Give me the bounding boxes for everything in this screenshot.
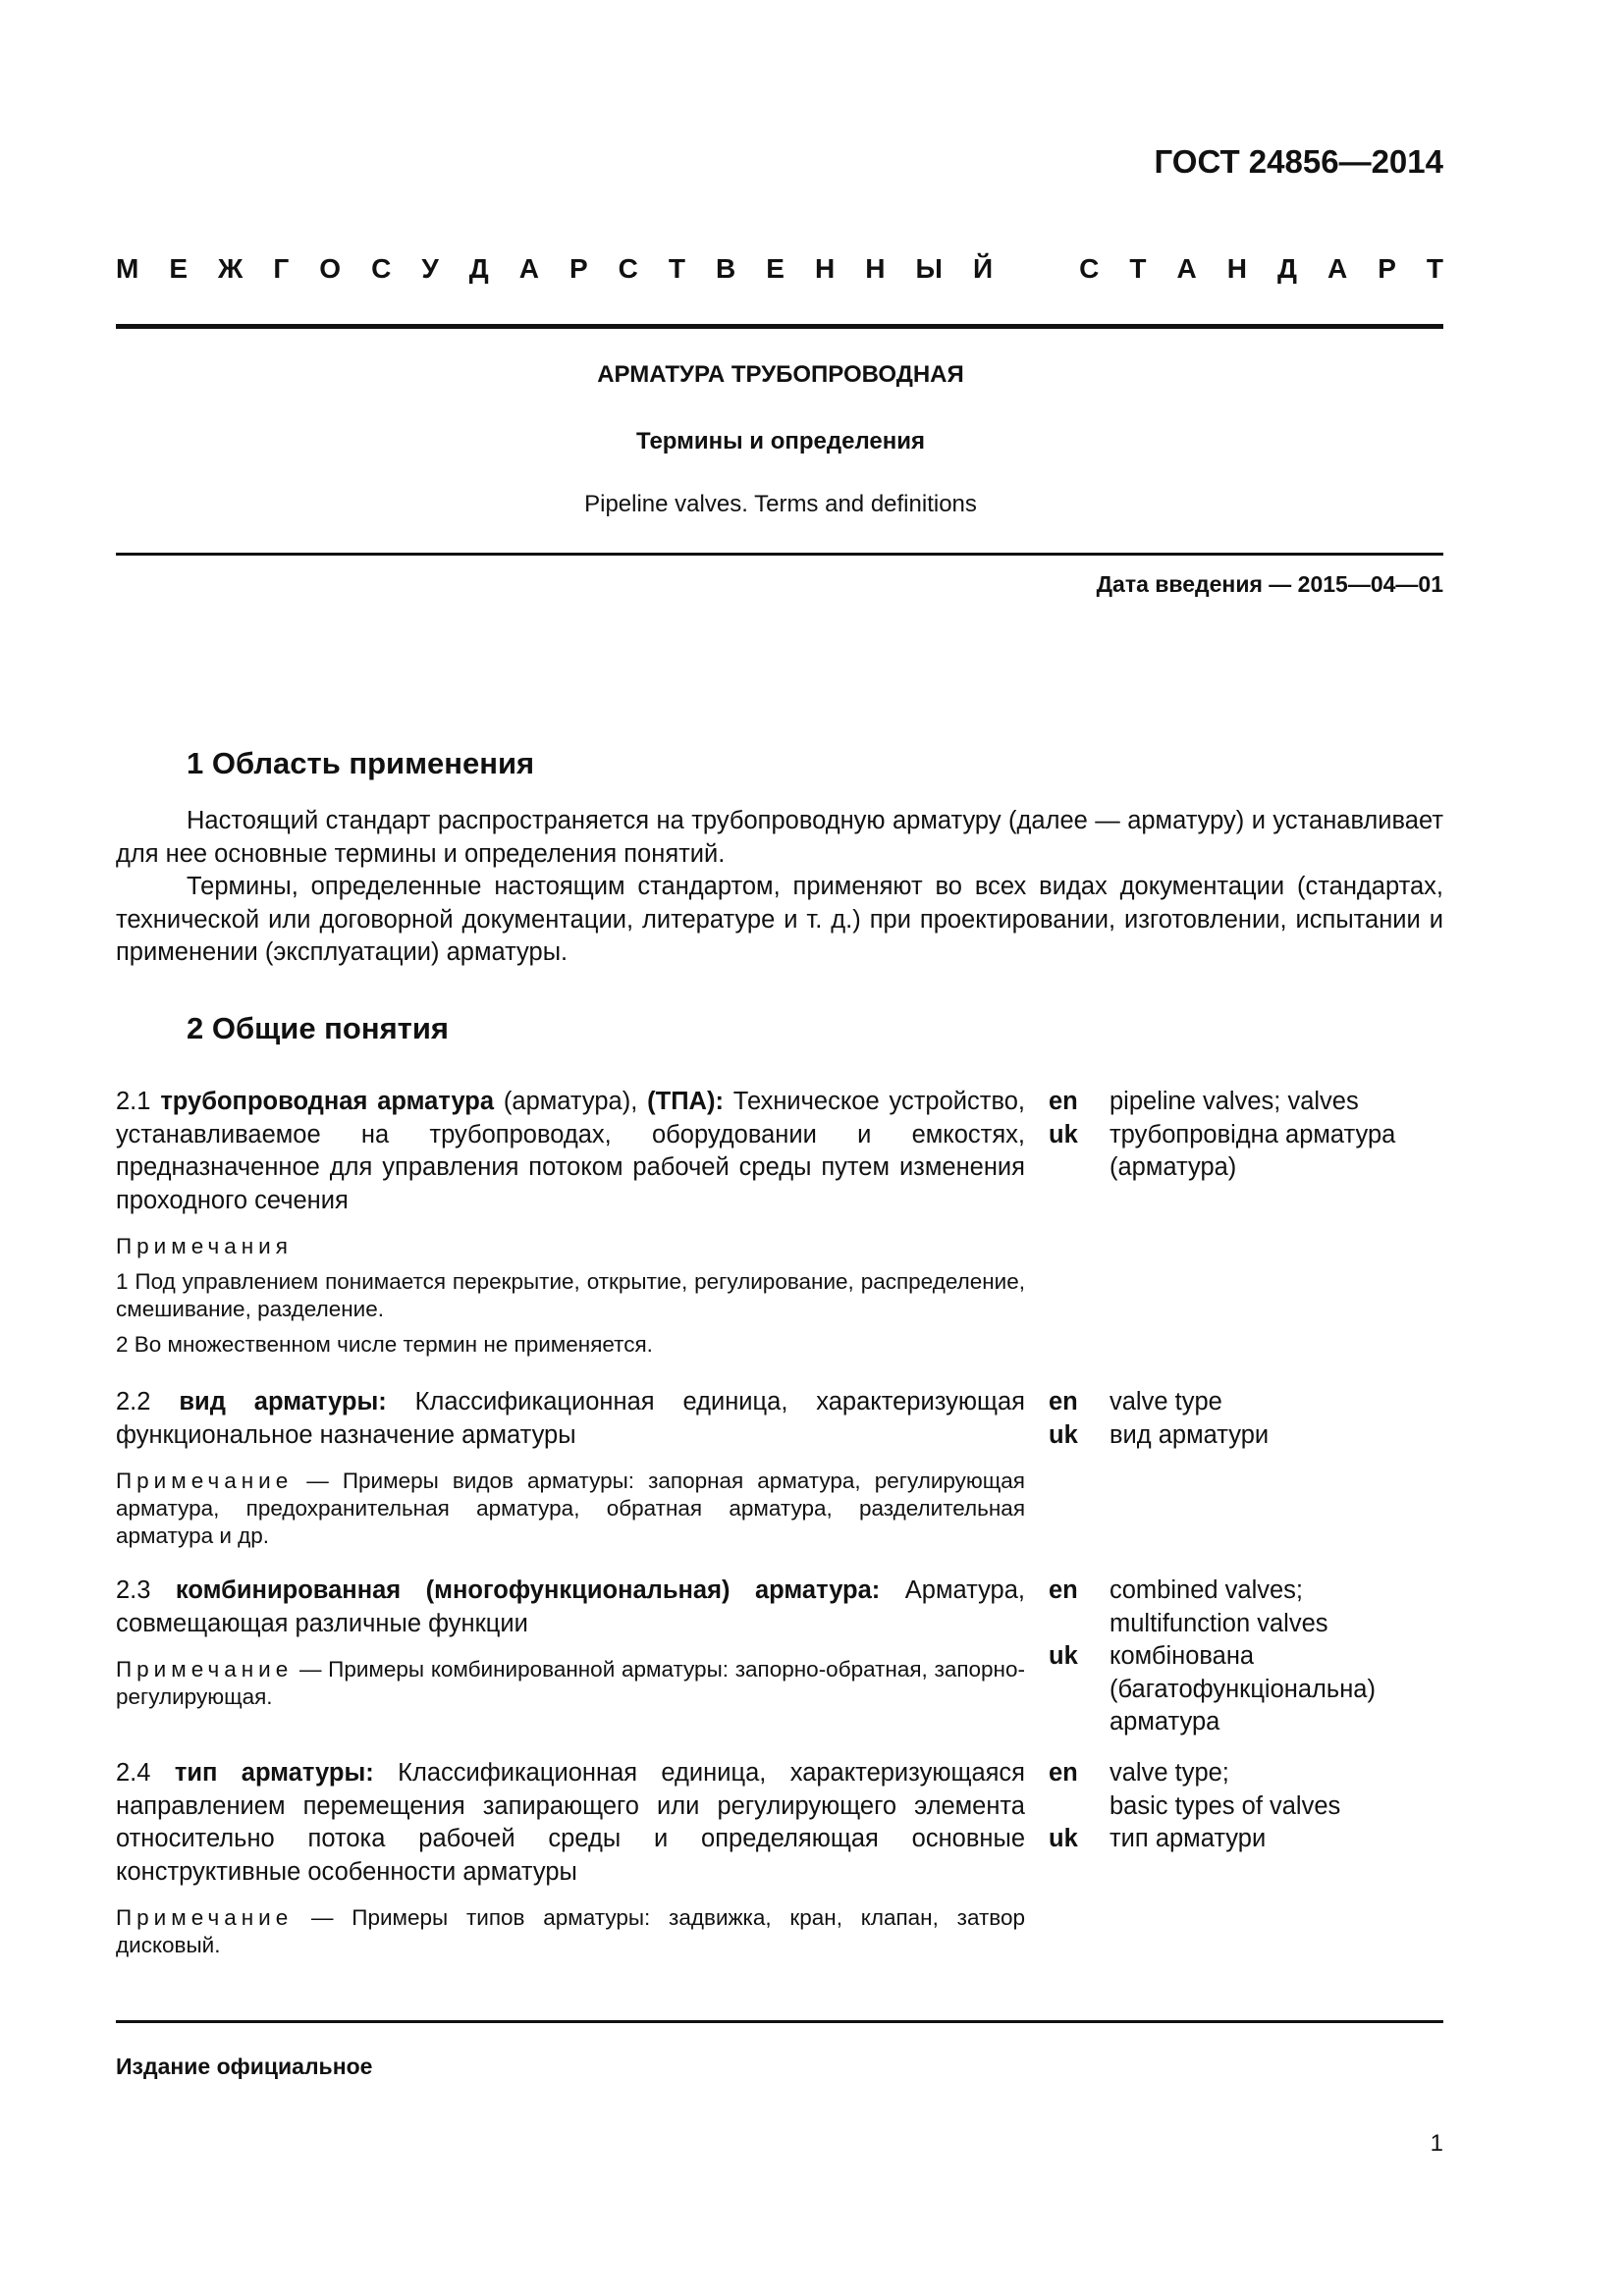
equivalent-uk: вид арматури bbox=[1110, 1420, 1270, 1449]
language-codes bbox=[1049, 1575, 1098, 1674]
lang-uk: uk bbox=[1049, 1120, 1078, 1148]
letter: Е bbox=[169, 253, 189, 284]
definition-text: Техническое устройство, устанавливаемое на трубопроводах, оборудовании и емкостях, предназначенное для управления потоком рабочей среды путем изменения проходного сечения bbox=[116, 1088, 1025, 1214]
language-codes bbox=[1049, 1757, 1098, 1856]
official-edition-label: Издание официальное bbox=[116, 2054, 373, 2079]
interstate-standard-heading bbox=[116, 253, 1443, 285]
lang-en: en bbox=[1049, 1088, 1078, 1115]
letter: В bbox=[716, 253, 736, 284]
letter: Т bbox=[1129, 253, 1147, 284]
term-definition bbox=[116, 1386, 1025, 1452]
note: — Примеры типов арматуры: задвижка, кран, клапан, затвор дисковый. bbox=[116, 1905, 1025, 1957]
term-name: трубопроводная арматура bbox=[160, 1088, 495, 1115]
term-name: тип арматуры: bbox=[174, 1759, 374, 1787]
introduction-date: Дата введения — 2015—04—01 bbox=[1096, 571, 1443, 597]
equivalent-en: valve type bbox=[1110, 1388, 1222, 1415]
letter: Н bbox=[865, 253, 886, 284]
document-title-english: Pipeline valves. Terms and definitions bbox=[584, 491, 977, 517]
section-1-text bbox=[116, 805, 1443, 970]
term-2-4 bbox=[116, 1757, 1025, 1959]
letter: А bbox=[1326, 253, 1348, 284]
letter: С bbox=[618, 253, 638, 284]
equivalent-uk: тип арматури bbox=[1110, 1825, 1267, 1852]
term-number: 2.4 bbox=[116, 1759, 151, 1787]
term-number: 2.2 bbox=[116, 1388, 151, 1415]
lang-en: en bbox=[1049, 1388, 1078, 1415]
section-2-title: 2 Общие понятия bbox=[187, 1011, 449, 1045]
equivalent-uk: (багатофункціональна) bbox=[1110, 1675, 1376, 1703]
note: 2 Во множественном числе термин не применяется. bbox=[116, 1332, 653, 1357]
letter: С bbox=[371, 253, 392, 284]
term-definition bbox=[116, 1086, 1025, 1217]
lang-uk: uk bbox=[1049, 1825, 1078, 1852]
letter: О bbox=[319, 253, 342, 284]
letter: С bbox=[1079, 253, 1100, 284]
equivalent-en: valve type; bbox=[1110, 1759, 1229, 1787]
equivalent-en: multifunction valves bbox=[1110, 1609, 1328, 1637]
lang-uk: uk bbox=[1049, 1642, 1078, 1670]
document-subtitle: Термины и определения bbox=[635, 428, 926, 454]
equivalent-uk: (арматура) bbox=[1110, 1153, 1237, 1181]
equivalent-uk: трубопровідна арматура bbox=[1110, 1120, 1396, 1148]
equivalent-en: basic types of valves bbox=[1110, 1791, 1341, 1820]
term-name: комбинированная (многофункциональная) арматура: bbox=[175, 1576, 881, 1604]
term-2-3 bbox=[116, 1575, 1025, 1711]
page-number: 1 bbox=[1430, 2130, 1443, 2157]
standard-number: ГОСТ 24856—2014 bbox=[1154, 143, 1443, 180]
lang-uk: uk bbox=[1049, 1420, 1078, 1449]
section-1-title: 1 Область применения bbox=[187, 746, 535, 780]
term-2-1 bbox=[116, 1086, 1025, 1359]
header-rule bbox=[116, 324, 1443, 329]
letter: Ы bbox=[915, 253, 943, 284]
letter: Н bbox=[1226, 253, 1247, 284]
word-gap bbox=[1023, 253, 1049, 285]
term-equivalents bbox=[1110, 1757, 1443, 1856]
equivalent-uk: комбінована bbox=[1110, 1642, 1255, 1670]
footer-rule bbox=[116, 2020, 1443, 2023]
letter: Т bbox=[1426, 253, 1443, 284]
term-alias: (арматура), bbox=[494, 1088, 648, 1115]
term-2-2 bbox=[116, 1386, 1025, 1550]
paragraph: Термины, определенные настоящим стандартом, применяют во всех видах документации (стандартах, технической или договорной документации, литературе и т. д.) при проектировании, изготовлении, испытании и применении (эксплуатации) арматуры. bbox=[116, 873, 1443, 966]
term-name: вид арматуры: bbox=[179, 1388, 387, 1415]
letter: Н bbox=[815, 253, 836, 284]
letter: М bbox=[116, 253, 139, 284]
term-equivalents bbox=[1110, 1386, 1443, 1452]
term-number: 2.1 bbox=[116, 1088, 151, 1115]
paragraph: Настоящий стандарт распространяется на трубопроводную арматуру (далее — арматуру) и устанавливает для нее основные термины и определения понятий. bbox=[116, 807, 1443, 868]
letter: Е bbox=[766, 253, 785, 284]
term-equivalents bbox=[1110, 1575, 1443, 1739]
letter: Г bbox=[273, 253, 290, 284]
equivalent-en: combined valves; bbox=[1110, 1576, 1304, 1604]
letter: Т bbox=[668, 253, 686, 284]
note-label: Примечание bbox=[116, 1468, 294, 1493]
language-codes bbox=[1049, 1386, 1098, 1452]
equivalent-en: pipeline valves; valves bbox=[1110, 1088, 1359, 1115]
title-rule bbox=[116, 553, 1443, 556]
letter: А bbox=[1176, 253, 1197, 284]
term-number: 2.3 bbox=[116, 1576, 151, 1604]
notes-label: Примечания bbox=[116, 1234, 293, 1258]
letter: Р bbox=[1378, 253, 1396, 284]
letter: Ж bbox=[218, 253, 244, 284]
document-title: АРМАТУРА ТРУБОПРОВОДНАЯ bbox=[597, 361, 964, 388]
definition-text: Арматура, совмещающая различные функции bbox=[116, 1576, 1025, 1637]
definition-text: Классификационная единица, характеризующаяся направлением перемещения запирающего или регулирующего элемента относительно потока рабочей среды и определяющая основные конструктивные особенности арматуры bbox=[116, 1759, 1025, 1886]
language-codes bbox=[1049, 1086, 1098, 1151]
letter: Д bbox=[1276, 253, 1297, 284]
note-label: Примечание bbox=[116, 1905, 294, 1930]
term-definition bbox=[116, 1757, 1025, 1889]
term-equivalents bbox=[1110, 1086, 1443, 1185]
equivalent-uk: арматура bbox=[1110, 1708, 1220, 1735]
letter: Р bbox=[568, 253, 588, 284]
letter: А bbox=[518, 253, 539, 284]
note: — Примеры видов арматуры: запорная арматура, регулирующая арматура, предохранительная арматура, обратная арматура, разделительная арматура и др. bbox=[116, 1468, 1025, 1548]
letter: У bbox=[421, 253, 439, 284]
letter: Й bbox=[972, 253, 994, 284]
note: — Примеры комбинированной арматуры: запорно-обратная, запорно-регулирующая. bbox=[116, 1657, 1025, 1709]
note-label: Примечание bbox=[116, 1657, 294, 1682]
note: 1 Под управлением понимается перекрытие, открытие, регулирование, распределение, смешивание, разделение. bbox=[116, 1269, 1025, 1321]
lang-en: en bbox=[1049, 1759, 1078, 1787]
definition-text: Классификационная единица, характеризующая функциональное назначение арматуры bbox=[116, 1388, 1025, 1449]
lang-en: en bbox=[1049, 1576, 1078, 1604]
term-abbreviation: (ТПА): bbox=[647, 1088, 724, 1115]
term-definition bbox=[116, 1575, 1025, 1640]
letter: Д bbox=[468, 253, 489, 284]
